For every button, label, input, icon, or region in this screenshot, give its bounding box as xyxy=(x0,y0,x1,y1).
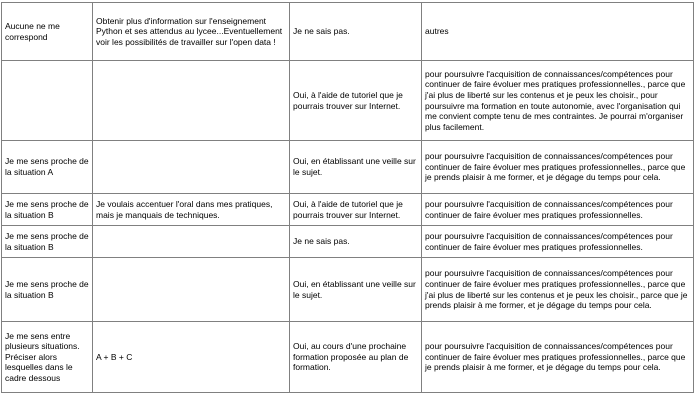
situation-cell: Je me sens entre plusieurs situations. Préciser alors lesquelles dans le cadre dessous xyxy=(2,322,93,393)
table-row xyxy=(2,226,694,258)
situation-cell: Aucune ne me correspond xyxy=(2,3,93,61)
comment-cell xyxy=(93,226,290,258)
table-row xyxy=(2,3,694,61)
motivation-cell: pour poursuivre l'acquisition de connaissances/compétences pour continuer de faire évoluer mes pratiques professionnelles., parce que j'ai plus de liberté sur les contenus et je peux les choisir., parce que je prends plaisir à me former, et je dégage du temps pour cela. xyxy=(422,258,694,322)
self-training-cell: Oui, à l'aide de tutoriel que je pourrais trouver sur Internet. xyxy=(290,194,422,226)
table-row xyxy=(2,141,694,194)
table-row xyxy=(2,194,694,226)
self-training-cell: Oui, en établissant une veille sur le sujet. xyxy=(290,141,422,194)
comment-cell: Obtenir plus d'information sur l'enseignement Python et ses attendus au lycee...Eventuellement voir les possibilités de travailler sur l'open data ! xyxy=(93,3,290,61)
situation-cell: Je me sens proche de la situation B xyxy=(2,226,93,258)
motivation-cell: pour poursuivre l'acquisition de connaissances/compétences pour continuer de faire évoluer mes pratiques professionnelles., parce que j'ai plus de liberté sur les contenus et je peux les choisir., pour poursuivre ma formation en toute autonomie, avec l'organisation qui me convient compte tenu de mes contraintes. Je pourrai m'organiser plus facilement. xyxy=(422,61,694,141)
situation-cell xyxy=(2,61,93,141)
survey-table xyxy=(1,2,694,393)
motivation-cell: pour poursuivre l'acquisition de connaissances/compétences pour continuer de faire évoluer mes pratiques professionnelles., parce que je prends plaisir à me former, et je dégage du temps pour cela. xyxy=(422,322,694,393)
motivation-cell: autres xyxy=(422,3,694,61)
comment-cell xyxy=(93,141,290,194)
comment-cell xyxy=(93,61,290,141)
motivation-cell: pour poursuivre l'acquisition de connaissances/compétences pour continuer de faire évoluer mes pratiques professionnelles., parce que je prends plaisir à me former, et je dégage du temps pour cela. xyxy=(422,141,694,194)
situation-cell: Je me sens proche de la situation B xyxy=(2,194,93,226)
comment-cell: Je voulais accentuer l'oral dans mes pratiques, mais je manquais de techniques. xyxy=(93,194,290,226)
self-training-cell: Je ne sais pas. xyxy=(290,3,422,61)
self-training-cell: Je ne sais pas. xyxy=(290,226,422,258)
situation-cell: Je me sens proche de la situation A xyxy=(2,141,93,194)
self-training-cell: Oui, en établissant une veille sur le sujet. xyxy=(290,258,422,322)
self-training-cell: Oui, à l'aide de tutoriel que je pourrais trouver sur Internet. xyxy=(290,61,422,141)
table-row xyxy=(2,61,694,141)
motivation-cell: pour poursuivre l'acquisition de connaissances/compétences pour continuer de faire évoluer mes pratiques professionnelles. xyxy=(422,194,694,226)
situation-cell: Je me sens proche de la situation B xyxy=(2,258,93,322)
comment-cell: A + B + C xyxy=(93,322,290,393)
motivation-cell: pour poursuivre l'acquisition de connaissances/compétences pour continuer de faire évoluer mes pratiques professionnelles. xyxy=(422,226,694,258)
table-row xyxy=(2,258,694,322)
comment-cell xyxy=(93,258,290,322)
table-row xyxy=(2,322,694,393)
self-training-cell: Oui, au cours d'une prochaine formation proposée au plan de formation. xyxy=(290,322,422,393)
